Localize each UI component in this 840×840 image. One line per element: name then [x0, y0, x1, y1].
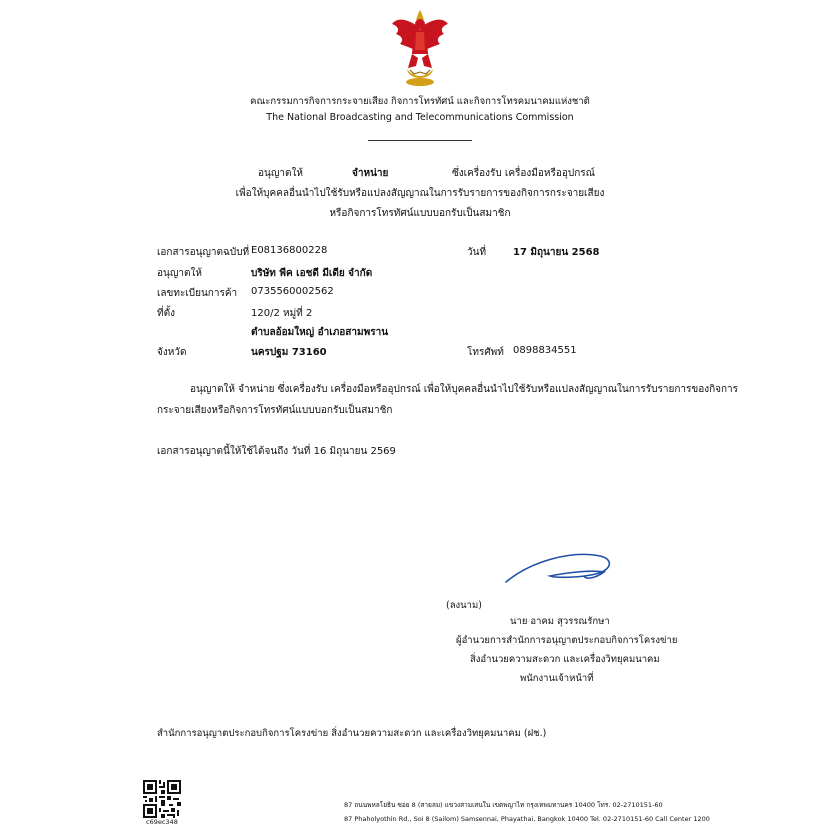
grant-line-2: เพื่อให้บุคคลอื่นนำไปใช้รับหรือแปลงสัญญาณในการรับรายการของกิจการกระจายเสียง — [235, 188, 605, 199]
province-label: จังหวัด — [157, 347, 187, 358]
issue-date: 17 มิถุนายน 2568 — [513, 247, 600, 258]
address-line-1: 120/2 หมู่ที่ 2 — [251, 308, 313, 319]
garuda-emblem — [388, 10, 452, 90]
qr-code — [143, 780, 181, 818]
header-divider — [368, 140, 472, 141]
office-name: สำนักการอนุญาตประกอบกิจการโครงข่าย สิ่งอำนวยความสะดวก และเครื่องวิทยุคมนาคม (ฝช.) — [157, 728, 547, 739]
doc-no-label: เอกสารอนุญาตฉบับที่ — [157, 247, 250, 258]
address-label: ที่ตั้ง — [157, 308, 175, 319]
grant-device: ซึ่งเครื่องรับ เครื่องมือหรืออุปกรณ์ — [452, 168, 595, 179]
footer-address-en: 87 Phaholyothin Rd., Soi 8 (Sailom) Samsennai, Phayathai, Bangkok 10400 Tel. 02-2710151-60 Call Center 1200 — [344, 815, 710, 823]
validity-text: เอกสารอนุญาตนี้ให้ใช้ได้จนถึง วันที่ 16 มิถุนายน 2569 — [157, 446, 396, 457]
body-paragraph-line-1: อนุญาตให้ จำหน่าย ซึ่งเครื่องรับ เครื่องมือหรืออุปกรณ์ เพื่อให้บุคคลอื่นนำไปใช้รับหรือแปลงสัญญาณในการรับรายการของกิจการ — [190, 384, 739, 395]
province: นครปฐม 73160 — [251, 347, 327, 358]
grant-permit-label: อนุญาตให้ — [258, 168, 303, 179]
signer-name: นาย อาคม สุวรรณรักษา — [510, 616, 610, 627]
org-name-en: The National Broadcasting and Telecommunications Commission — [266, 112, 574, 123]
signature-scribble — [500, 548, 618, 594]
licensee-name: บริษัท พีค เอชดี มีเดีย จำกัด — [251, 268, 373, 279]
address-line-2: ตำบลอ้อมใหญ่ อำเภอสามพราน — [251, 327, 389, 338]
signer-title-3: พนักงานเจ้าหน้าที่ — [520, 673, 594, 684]
date-label: วันที่ — [467, 247, 487, 258]
signer-title-2: สิ่งอำนวยความสะดวก และเครื่องวิทยุคมนาคม — [470, 654, 660, 665]
footer-address-th: 87 ถนนพหลโยธิน ซอย 8 (สายลม) แขวงสามเสนใน เขตพญาไท กรุงเทพมหานคร 10400 โทร. 02-2710151-60 — [344, 801, 663, 809]
licensee-label: อนุญาตให้ — [157, 268, 202, 279]
org-name-th: คณะกรรมการกิจการกระจายเสียง กิจการโทรทัศน์ และกิจการโทรคมนาคมแห่งชาติ — [250, 96, 590, 107]
phone: 0898834551 — [513, 345, 577, 356]
doc-no: E08136800228 — [251, 245, 328, 256]
signer-title-1: ผู้อำนวยการสำนักการอนุญาตประกอบกิจการโครงข่าย — [456, 635, 678, 646]
qr-code-label: c69ec348 — [146, 818, 178, 826]
body-paragraph-line-2: กระจายเสียงหรือกิจการโทรทัศน์แบบบอกรับเป็นสมาชิก — [157, 405, 393, 416]
phone-label: โทรศัพท์ — [467, 347, 504, 358]
grant-action: จำหน่าย — [352, 168, 389, 179]
sign-label: (ลงนาม) — [446, 600, 482, 611]
reg-label: เลขทะเบียนการค้า — [157, 288, 238, 299]
reg-no: 0735560002562 — [251, 286, 334, 297]
grant-line-3: หรือกิจการโทรทัศน์แบบบอกรับเป็นสมาชิก — [329, 208, 511, 219]
